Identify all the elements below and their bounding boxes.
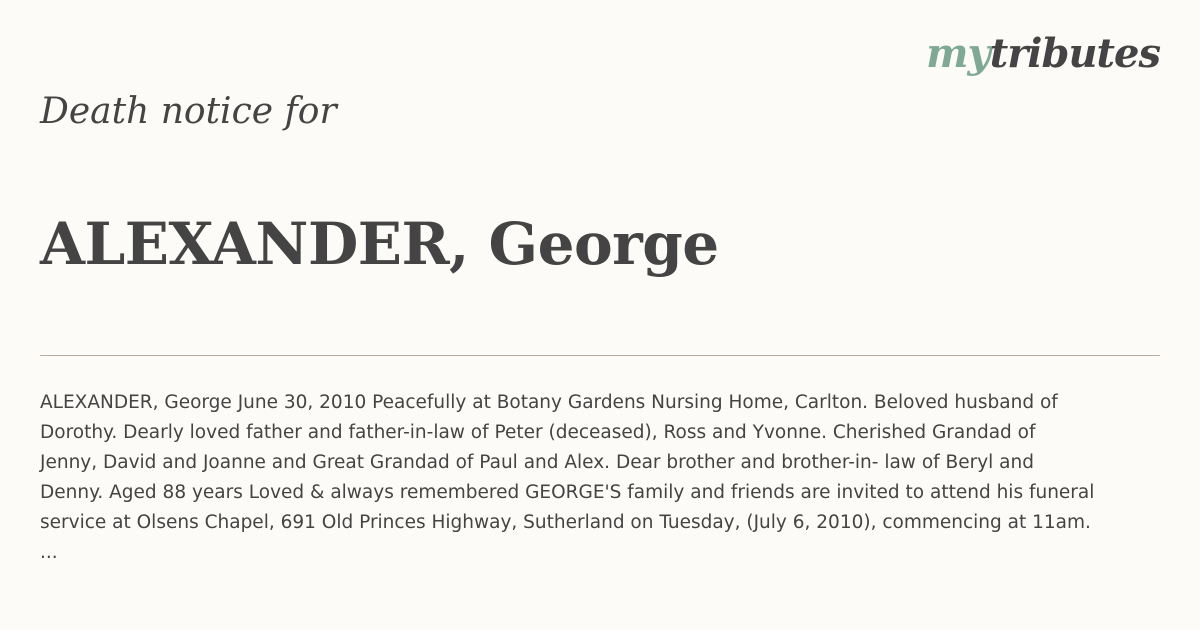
logo-text-tributes: tributes — [989, 30, 1160, 77]
mytributes-logo — [926, 30, 1160, 77]
deceased-name: ALEXANDER, George — [40, 210, 719, 278]
divider — [40, 355, 1160, 356]
logo-text-my: my — [926, 30, 990, 77]
notice-label: Death notice for — [40, 91, 337, 132]
notice-text: ALEXANDER, George June 30, 2010 Peacefully at Botany Gardens Nursing Home, Carlton. Beloved husband of Dorothy. Dearly loved father and father-in-law of Peter (deceased), Ross and Yvonne. Cherished Grandad of Jenny, David and Joanne and Great Grandad of Paul and Alex. Dear brother and brother-in- law of Beryl and Denny. Aged 88 years Loved & always remembered GEORGE'S family and friends are invited to attend his funeral service at Olsens Chapel, 691 Old Princes Highway, Sutherland on Tuesday, (July 6, 2010), commencing at 11am. ... — [40, 392, 1095, 563]
